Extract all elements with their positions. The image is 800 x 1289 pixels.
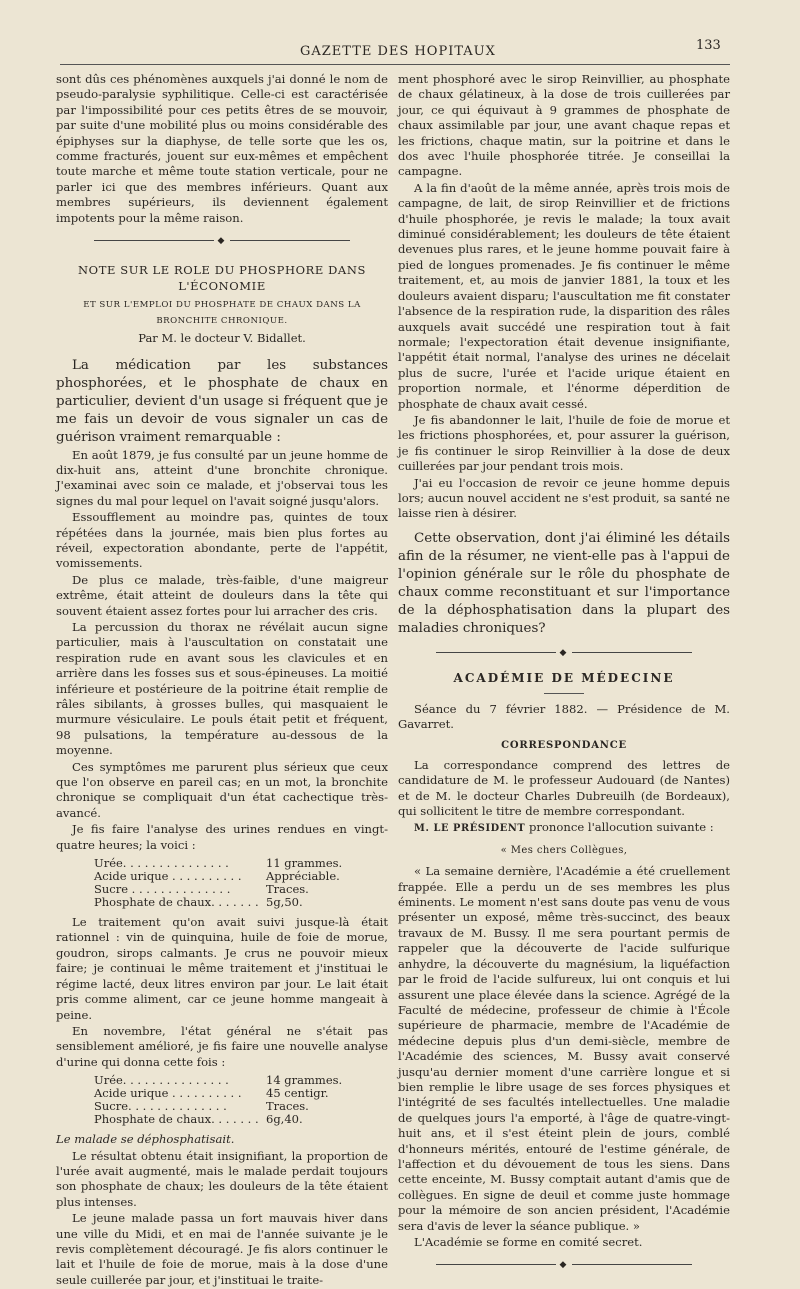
paragraph: Ces symptômes me parurent plus sérieux que ceux que l'on observe en pareil cas; en un mot, la bronchite chronique se compliquait d'un état cachectique très-avancé. bbox=[56, 759, 388, 820]
right-column bbox=[398, 72, 730, 1284]
italic-line: Le malade se déphosphatisait. bbox=[56, 1132, 235, 1147]
paragraph: Essoufflement au moindre pas, quintes de toux répétées dans la journée, mais bien plus fortes au réveil, expectoration abondante, perte de l'appétit, vomissements. bbox=[56, 510, 388, 571]
table-row: Acide urique . . . . . . . . . . 45 centigr. bbox=[94, 1086, 329, 1101]
page-number: 133 bbox=[696, 38, 721, 53]
speech-paragraph: « La semaine dernière, l'Académie a été cruellement frappée. Elle a perdu un de ses membres les plus éminents. Le moment n'est sans doute pas venu de vous présenter un exposé, même très-succinct, des beaux travaux de M. Bussy. Il me sera pourtant permis de rappeler que la découverte de l'acide sulfurique anhydre, la découverte du magnésium, la liquéfaction par le froid de l'acide sulfureux, lui ont conquis et lui assurent une place élevée dans la science. Agrégé de la Faculté de médecine, professeur de chimie à l'École supérieure de pharmacie, membre de l'Académie de médecine depuis plus d'un demi-siècle, membre de l'Académie des sciences, M. Bussy avait conservé jusqu'au dernier moment d'une carrière longue et si bien remplie le libre usage de ses forces physiques et l'intégrité de ses facultés intellectuelles. Une maladie de quelques jours l'a emporté, à l'âge de quatre-vingt-huit ans, et il s'est éteint plein de jours, comblé d'honneurs mérités, entouré de l'estime générale, de l'affection et du dévouement de tous les siens. Dans cette enceinte, M. Bussy comptait autant d'amis que de collègues. En signe de deuil et comme juste hommage pour la mémoire de son ancien président, l'Académie sera d'avis de lever la séance publique. » bbox=[398, 864, 730, 1233]
paragraph: J'ai eu l'occasion de revoir ce jeune homme depuis lors; aucun nouvel accident ne s'est produit, sa santé ne laisse rien à désirer. bbox=[398, 475, 730, 521]
separator: ◆ bbox=[398, 646, 730, 661]
section-title: ACADÉMIE DE MÉDECINE bbox=[453, 671, 675, 686]
paragraph: Je fis faire l'analyse des urines rendues en vingt-quatre heures; la voici : bbox=[56, 822, 388, 852]
correspondence-heading: CORRESPONDANCE bbox=[501, 740, 627, 752]
short-rule bbox=[544, 693, 584, 694]
header-rule bbox=[60, 64, 730, 65]
closing-line: L'Académie se forme en comité secret. bbox=[414, 1235, 643, 1249]
urine-analysis-table-2 bbox=[94, 1074, 342, 1126]
session-line: Séance du 7 février 1882. — Présidence de M. Gavarret. bbox=[398, 701, 730, 731]
paragraph: La percussion du thorax ne révélait aucun signe particulier, mais à l'auscultation on constatait une respiration rude en avant sous les clavicules et en arrière dans les fosses sus et sous-épineuses. La moitié inférieure et postérieure de la poitrine était remplie de râles sibilants, à grosses bulles, qui masquaient le murmure vésiculaire. Le pouls était petit et fréquent, 98 pulsations, la température au-dessous de la moyenne. bbox=[56, 619, 388, 758]
conclusion-paragraph: Cette observation, dont j'ai éliminé les détails afin de la résumer, ne vient-elle pas à l'appui de l'opinion générale sur le rôle du phosphate de chaux comme reconstituant et sur l'importance de la déphosphatisation dans la plupart des maladies chroniques? bbox=[398, 530, 730, 636]
paragraph: En novembre, l'état général ne s'était pas sensiblement amélioré, je fis faire une nouvelle analyse d'urine qui donna cette fois : bbox=[56, 1023, 388, 1069]
table-row: Urée. . . . . . . . . . . . . . . 14 grammes. bbox=[94, 1073, 343, 1088]
paragraph: De plus ce malade, très-faible, d'une maigreur extrême, était atteint de douleurs dans la tête qui souvent étaient assez fortes pour lui arracher des cris. bbox=[56, 572, 388, 618]
paragraph: En août 1879, je fus consulté par un jeune homme de dix-huit ans, atteint d'une bronchite chronique. J'examinai avec soin ce malade, et j'observai tous les signes du mal pour lequel on l'avait soigné jusqu'alors. bbox=[56, 447, 388, 508]
paragraph: Le résultat obtenu était insignifiant, la proportion de l'urée avait augmenté, mais le malade perdait toujours son phosphate de chaux; les douleurs de la tête étaient plus intenses. bbox=[56, 1148, 388, 1209]
paragraph: ment phosphoré avec le sirop Reinvillier, au phosphate de chaux gélatineux, à la dose de trois cuillerées par jour, ce qui équivaut à 9 grammes de phosphate de chaux assimilable par jour, une avant chaque repas et les frictions, chaque matin, sur la poitrine et dans le dos avec l'huile phosphorée titrée. Je conseillai la campagne. bbox=[398, 72, 730, 179]
paragraph: Je fis abandonner le lait, l'huile de foie de morue et les frictions phosphorées, et, pour assurer la guérison, je fis continuer le sirop Reinvillier à la dose de deux cuillerées par jour pendant trois mois. bbox=[398, 412, 730, 474]
separator: ◆ bbox=[56, 234, 388, 249]
lead-paragraph: La médication par les substances phosphorées, et le phosphate de chaux en particulier, devient d'un usage si fréquent que je me fais un devoir de vous signaler un cas de guérison vraiment remarquable : bbox=[56, 357, 388, 445]
table-row: Sucre. . . . . . . . . . . . . . Traces. bbox=[94, 1099, 309, 1114]
article-author: Par M. le docteur V. Bidallet. bbox=[138, 331, 306, 346]
paragraph: Le jeune malade passa un fort mauvais hiver dans une ville du Midi, et en mai de l'année suivante je le revis complètement découragé. Je fis alors continuer le lait et l'huile de foie de morue, mais à la dose d'une seule cuillerée par jour, et j'instituai le traite- bbox=[56, 1211, 388, 1287]
left-column bbox=[56, 72, 388, 1289]
urine-analysis-table-1 bbox=[94, 857, 342, 909]
intro-paragraph: sont dûs ces phénomènes auxquels j'ai donné le nom de pseudo-paralysie syphilitique. Celle-ci est caractérisée par l'impossibilité pour ces petits êtres de se mouvoir, par suite d'une mobilité plus ou moins considérable des épiphyses sur la diaphyse, de telle sorte que les os, comme fracturés, jouent sur eux-mêmes et empêchent toute marche et même toute station verticale, pour ne parler ici que des membres inférieurs. Quant aux membres supérieurs, ils deviennent également impotents pour la même raison. bbox=[56, 72, 388, 225]
salutation: « Mes chers Collègues, bbox=[500, 844, 628, 856]
paragraph: La correspondance comprend des lettres de candidature de M. le professeur Audouard (de Nantes) et de M. le docteur Charles Dubreuilh (de Bordeaux), qui sollicitent le titre de membre correspondant. bbox=[398, 757, 730, 819]
article-title: NOTE SUR LE ROLE DU PHOSPHORE DANS L'ÉCONOMIE bbox=[78, 263, 366, 293]
president-text: prononce l'allocution suivante : bbox=[528, 820, 714, 835]
separator: ◆ bbox=[398, 1258, 730, 1273]
president-line bbox=[398, 820, 730, 836]
paragraph: Le traitement qu'on avait suivi jusque-là était rationnel : vin de quinquina, huile de foie de morue, goudron, sirops calmants. Je crus ne pouvoir mieux faire; je continuai le même traitement et j'instituai le régime lacté, deux litres environ par jour. Le lait était pris comme aliment, car ce jeune homme mangeait à peine. bbox=[56, 915, 388, 1022]
table-row: Sucre . . . . . . . . . . . . . . Traces. bbox=[94, 882, 309, 897]
paragraph: A la fin d'août de la même année, après trois mois de campagne, de lait, de sirop Reinvillier et de frictions d'huile phosphorée, je revis le malade; la toux avait diminué considérablement; les douleurs de tête étaient devenues plus rares, et le jeune homme pouvait faire à pied de longues promenades. Je fis continuer le même traitement, et, au mois de janvier 1881, la toux et les douleurs avaient disparu; l'auscultation me fit constater l'absence de la respiration rude, la disparition des râles auxquels avait succédé une respiration tout à fait normale; l'expectoration était devenue insignifiante, l'appétit était normal, l'analyse des urines ne décelait plus de sucre, l'urée et l'acide urique étaient en proportion normale, et l'énorme déperdition de phosphate de chaux avait cessé. bbox=[398, 180, 730, 411]
president-label: M. LE PRÉSIDENT bbox=[414, 823, 526, 835]
page-header-title: GAZETTE DES HOPITAUX bbox=[300, 44, 496, 59]
table-row: Acide urique . . . . . . . . . . Appréciable. bbox=[94, 869, 340, 884]
table-row: Urée. . . . . . . . . . . . . . . 11 grammes. bbox=[94, 856, 343, 871]
table-row: Phosphate de chaux. . . . . . . 5g,50. bbox=[94, 895, 303, 910]
article-subtitle: ET SUR L'EMPLOI DU PHOSPHATE DE CHAUX DANS LA BRONCHITE CHRONIQUE. bbox=[83, 300, 361, 326]
table-row: Phosphate de chaux. . . . . . . 6g,40. bbox=[94, 1112, 303, 1127]
